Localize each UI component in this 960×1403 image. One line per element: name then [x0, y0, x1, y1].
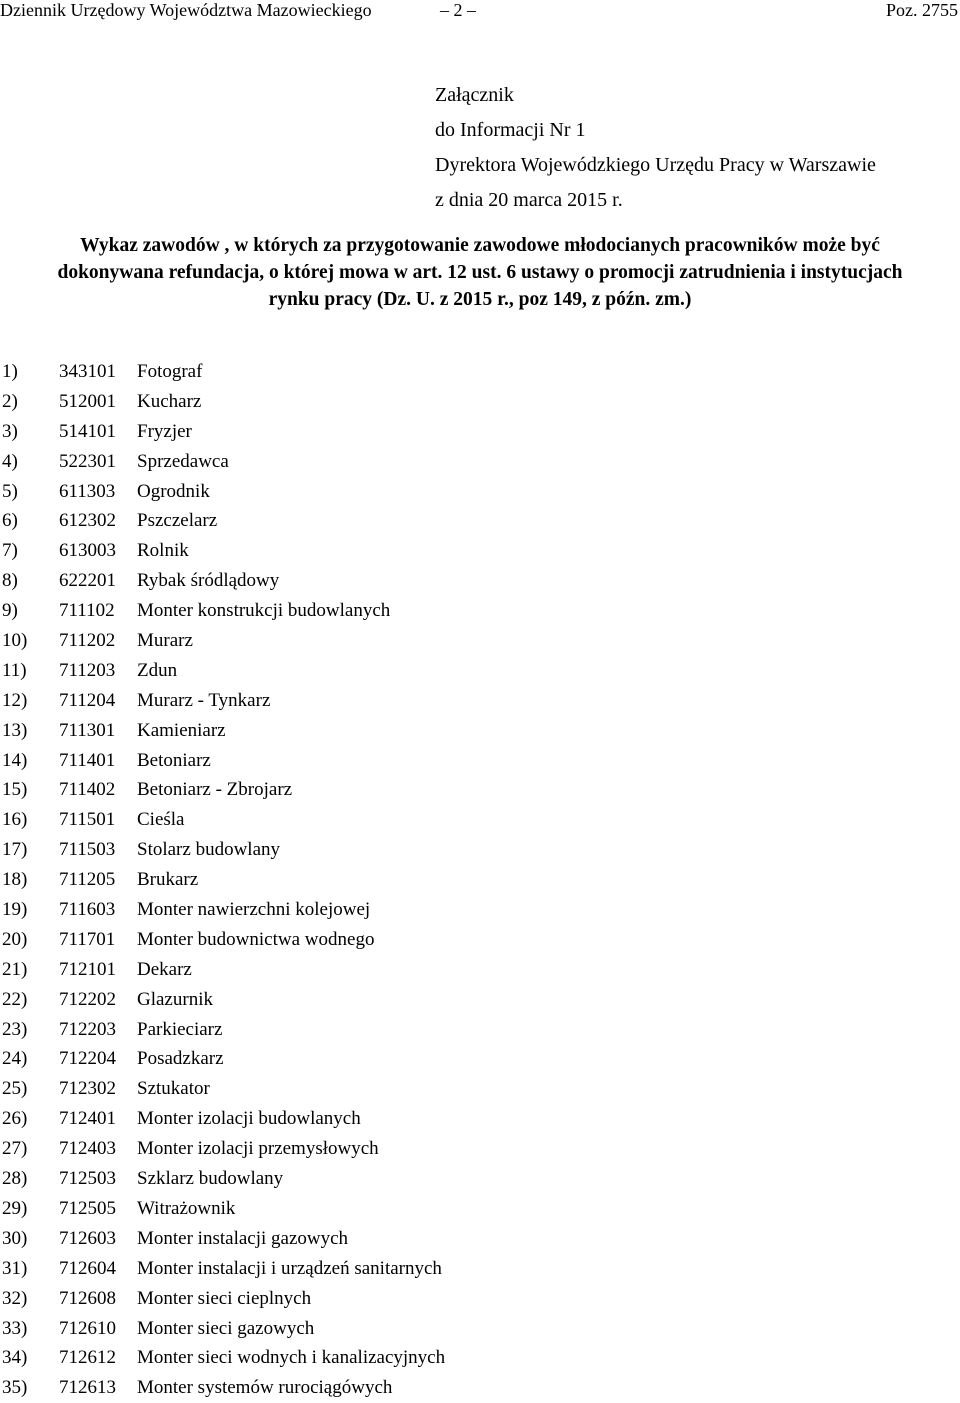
occupation-name: Monter konstrukcji budowlanych	[137, 600, 391, 622]
title-line: Wykaz zawodów , w których za przygotowanie zawodowe młodocianych pracowników może być	[80, 235, 880, 256]
occupation-name: Rolnik	[137, 540, 189, 562]
title-line: dokonywana refundacja, o której mowa w art. 12 ust. 6 ustawy o promocji zatrudnienia i instytucjach	[57, 262, 903, 283]
occupation-name: Monter systemów rurociągówych	[137, 1377, 393, 1399]
occupation-name: Monter izolacji budowlanych	[137, 1108, 361, 1130]
occupation-code: 712604	[59, 1257, 116, 1279]
document-title	[0, 232, 960, 313]
occupation-code: 612302	[59, 510, 116, 532]
occupation-name: Pszczelarz	[137, 510, 218, 532]
item-number: 21)	[2, 958, 28, 980]
occupation-name: Monter instalacji gazowych	[137, 1227, 349, 1249]
item-number: 29)	[2, 1197, 28, 1219]
occupation-name: Parkieciarz	[137, 1018, 223, 1040]
occupation-name: Monter izolacji przemysłowych	[137, 1138, 379, 1160]
occupation-name: Monter sieci wodnych i kanalizacyjnych	[137, 1347, 446, 1369]
item-number: 26)	[2, 1108, 28, 1130]
occupation-code: 712204	[59, 1048, 116, 1070]
item-number: 4)	[2, 450, 18, 472]
occupation-code: 712401	[59, 1108, 116, 1130]
occupation-name: Monter instalacji i urządzeń sanitarnych	[137, 1257, 442, 1279]
title-line: rynku pracy (Dz. U. z 2015 r., poz 149, z późn. zm.)	[268, 289, 692, 310]
occupation-code: 711301	[59, 719, 116, 741]
item-number: 7)	[2, 540, 18, 562]
occupation-code: 712503	[59, 1168, 116, 1190]
occupation-code: 711202	[59, 630, 116, 652]
item-number: 1)	[2, 361, 18, 382]
item-number: 14)	[2, 749, 28, 771]
occupation-name: Kamieniarz	[137, 719, 226, 741]
occupation-code: 711501	[59, 809, 116, 831]
occupation-code: 514101	[59, 420, 116, 442]
occupation-name: Monter budownictwa wodnego	[137, 928, 375, 950]
item-number: 12)	[2, 689, 28, 711]
annex-line: do Informacji Nr 1	[435, 119, 586, 141]
item-number: 31)	[2, 1257, 28, 1279]
item-number: 22)	[2, 988, 28, 1010]
occupation-code: 711203	[59, 659, 116, 681]
item-number: 28)	[2, 1168, 28, 1190]
occupation-code: 712302	[59, 1078, 116, 1100]
item-number: 33)	[2, 1317, 28, 1339]
occupation-code: 711603	[59, 899, 116, 921]
item-number: 19)	[2, 899, 28, 921]
occupation-code: 712505	[59, 1197, 116, 1219]
occupation-name: Glazurnik	[137, 988, 213, 1010]
item-number: 18)	[2, 869, 28, 891]
occupation-name: Brukarz	[137, 869, 199, 891]
occupation-name: Stolarz budowlany	[137, 839, 281, 861]
occupation-code: 712608	[59, 1287, 116, 1309]
header-journal-title: Dziennik Urzędowy Województwa Mazowieckiego	[0, 0, 372, 20]
occupation-name: Ogrodnik	[137, 480, 210, 502]
occupation-name: Cieśla	[137, 809, 185, 831]
item-number: 2)	[2, 390, 18, 412]
occupation-code: 712202	[59, 988, 116, 1010]
occupation-code: 711205	[59, 869, 116, 891]
occupation-code: 711701	[59, 928, 116, 950]
occupation-name: Fryzjer	[137, 420, 192, 442]
occupation-code: 712612	[59, 1347, 116, 1369]
item-number: 32)	[2, 1287, 28, 1309]
annex-line: z dnia 20 marca 2015 r.	[435, 189, 623, 211]
occupation-code: 711402	[59, 779, 116, 801]
item-number: 10)	[2, 630, 28, 652]
item-number: 20)	[2, 928, 28, 950]
occupation-code: 622201	[59, 570, 116, 592]
item-number: 3)	[2, 420, 18, 442]
occupation-name: Zdun	[137, 659, 178, 681]
occupation-name: Szklarz budowlany	[137, 1168, 284, 1190]
header-page-number: – 2 –	[440, 0, 476, 20]
item-number: 11)	[2, 659, 27, 681]
occupation-code: 712203	[59, 1018, 116, 1040]
item-number: 17)	[2, 839, 28, 861]
occupation-name: Betoniarz	[137, 749, 211, 771]
occupation-name: Monter nawierzchni kolejowej	[137, 899, 371, 921]
occupation-code: 613003	[59, 540, 116, 562]
occupation-name: Murarz	[137, 630, 193, 652]
occupation-name: Murarz - Tynkarz	[137, 689, 271, 711]
occupation-code: 711503	[59, 839, 116, 861]
occupation-code: 611303	[59, 480, 116, 502]
occupation-code: 712403	[59, 1138, 116, 1160]
item-number: 27)	[2, 1138, 28, 1160]
occupation-name: Posadzkarz	[137, 1048, 224, 1070]
occupation-code: 712603	[59, 1227, 116, 1249]
occupation-name: Monter sieci cieplnych	[137, 1287, 312, 1309]
item-number: 25)	[2, 1078, 28, 1100]
item-number: 15)	[2, 779, 28, 801]
item-number: 35)	[2, 1377, 28, 1399]
annex-line: Dyrektora Wojewódzkiego Urzędu Pracy w Warszawie	[435, 154, 876, 176]
item-number: 5)	[2, 480, 18, 502]
occupation-name: Sprzedawca	[137, 450, 229, 472]
header-position-number: Poz. 2755	[886, 0, 958, 20]
occupation-code: 712610	[59, 1317, 116, 1339]
occupation-code: 712613	[59, 1377, 116, 1399]
occupation-code: 522301	[59, 450, 116, 472]
occupation-name: Fotograf	[137, 361, 203, 382]
occupation-name: Monter sieci gazowych	[137, 1317, 315, 1339]
occupation-name: Betoniarz - Zbrojarz	[137, 779, 293, 801]
item-number: 8)	[2, 570, 18, 592]
item-number: 6)	[2, 510, 18, 532]
item-number: 23)	[2, 1018, 28, 1040]
occupation-name: Dekarz	[137, 958, 192, 980]
occupation-name: Rybak śródlądowy	[137, 570, 280, 592]
item-number: 13)	[2, 719, 28, 741]
annex-block	[435, 78, 876, 218]
occupation-code: 712101	[59, 958, 116, 980]
annex-line: Załącznik	[435, 84, 514, 106]
occupation-name: Kucharz	[137, 390, 202, 412]
occupation-code: 711204	[59, 689, 116, 711]
occupation-code: 343101	[59, 361, 116, 382]
occupation-code: 512001	[59, 390, 116, 412]
occupation-name: Sztukator	[137, 1078, 210, 1100]
item-number: 16)	[2, 809, 28, 831]
occupation-code: 711102	[59, 600, 115, 622]
item-number: 9)	[2, 600, 18, 622]
item-number: 34)	[2, 1347, 28, 1369]
occupation-code: 711401	[59, 749, 116, 771]
item-number: 24)	[2, 1048, 28, 1070]
item-number: 30)	[2, 1227, 28, 1249]
occupation-name: Witrażownik	[137, 1197, 236, 1219]
